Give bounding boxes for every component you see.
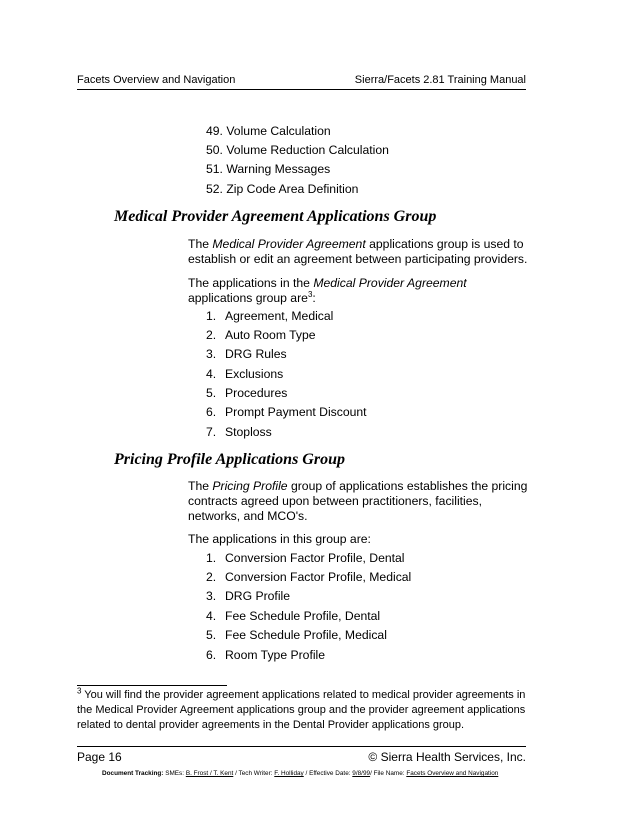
file-name-link[interactable]: Facets Overview and Navigation: [406, 770, 499, 777]
section-heading-medical-provider-agreement: Medical Provider Agreement Applications Group: [114, 208, 437, 225]
list-number: 1.: [206, 551, 217, 565]
list-item: [206, 347, 287, 362]
list-text: Prompt Payment Discount: [225, 405, 367, 419]
list-text: Fee Schedule Profile, Dental: [225, 609, 381, 623]
list-item: [206, 386, 287, 401]
list-text: DRG Profile: [225, 589, 291, 603]
emphasis: Pricing Profile: [212, 479, 288, 493]
list-text: Procedures: [225, 386, 288, 400]
list-text: Volume Calculation: [226, 124, 331, 138]
list-text: Agreement, Medical: [225, 309, 334, 323]
list-item: [206, 182, 358, 197]
list-item: [206, 648, 325, 663]
list-text: Conversion Factor Profile, Dental: [225, 551, 405, 565]
emphasis: Medical Provider Agreement: [212, 237, 366, 251]
footnote-text: You will find the provider agreement applications related to medical provider agreements in the Medical Provider Agreement applications group and the provider agreement applications related to dental provider agreements in the Dental Provider applications group.: [77, 689, 526, 731]
list-text: Stoploss: [225, 425, 272, 439]
smes-link[interactable]: B. Frost / T. Kent: [185, 770, 234, 777]
list-number: 1.: [206, 309, 217, 323]
list-item: [206, 143, 389, 158]
section1-paragraph-1: The Medical Provider Agreement applications group is used to establish or edit an agreement between participating providers.: [188, 237, 528, 266]
list-text: Auto Room Type: [225, 328, 316, 342]
footnote-reference[interactable]: 3: [307, 289, 313, 299]
list-item: [206, 570, 411, 585]
list-item: [206, 124, 331, 139]
header-left: Facets Overview and Navigation: [77, 74, 236, 86]
list-text: Conversion Factor Profile, Medical: [225, 570, 412, 584]
list-item: [206, 367, 283, 382]
list-item: [206, 589, 290, 604]
list-number: 2.: [206, 328, 217, 342]
copyright: © Sierra Health Services, Inc.: [368, 750, 526, 764]
section-heading-pricing-profile: Pricing Profile Applications Group: [114, 451, 345, 468]
list-text: DRG Rules: [225, 347, 287, 361]
section2-paragraph-1: The Pricing Profile group of applications establishes the pricing contracts agreed upon between practitioners, facilities, networks, and MCO's.: [188, 479, 528, 523]
list-number: 50.: [206, 143, 223, 157]
list-number: 3.: [206, 347, 217, 361]
list-number: 3.: [206, 589, 217, 603]
list-number: 51.: [206, 162, 223, 176]
list-item: [206, 162, 330, 177]
date-link[interactable]: 9/8/99: [352, 770, 371, 777]
list-item: [206, 309, 333, 324]
footnote-separator: [77, 685, 227, 686]
footnote-mark: 3: [77, 686, 82, 696]
list-text: Zip Code Area Definition: [226, 182, 359, 196]
list-item: [206, 425, 272, 440]
writer-link[interactable]: F. Holliday: [274, 770, 304, 777]
list-text: Warning Messages: [226, 162, 331, 176]
emphasis: Medical Provider Agreement: [313, 276, 467, 290]
list-number: 5.: [206, 386, 217, 400]
footer-rule: [77, 746, 526, 747]
list-number: 4.: [206, 609, 217, 623]
list-item: [206, 628, 387, 643]
list-number: 7.: [206, 425, 217, 439]
section2-paragraph-2: The applications in this group are:: [188, 532, 371, 546]
page-number: Page 16: [77, 750, 122, 764]
list-item: [206, 328, 316, 343]
list-number: 5.: [206, 628, 217, 642]
header-rule: [77, 89, 526, 90]
list-number: 2.: [206, 570, 217, 584]
list-number: 6.: [206, 405, 217, 419]
list-number: 4.: [206, 367, 217, 381]
header-right: Sierra/Facets 2.81 Training Manual: [354, 74, 526, 86]
list-text: Volume Reduction Calculation: [226, 143, 389, 157]
list-text: Fee Schedule Profile, Medical: [225, 628, 387, 642]
list-item: [206, 609, 380, 624]
list-text: Room Type Profile: [225, 648, 326, 662]
footnote: [77, 688, 529, 733]
list-number: 6.: [206, 648, 217, 662]
list-text: Exclusions: [225, 367, 284, 381]
list-number: 52.: [206, 182, 223, 196]
list-number: 49.: [206, 124, 223, 138]
section1-paragraph-2: The applications in the Medical Provider Agreement applications group are$^3$:: [188, 276, 467, 305]
document-tracking: Document Tracking: SMEs: B. Frost / T. Kent / Tech Writer: F. Holliday / Effective Date: 9/8/99/ File Name: Facets Overview and Navigation: [102, 770, 499, 777]
list-item: [206, 551, 405, 566]
list-item: [206, 405, 367, 420]
